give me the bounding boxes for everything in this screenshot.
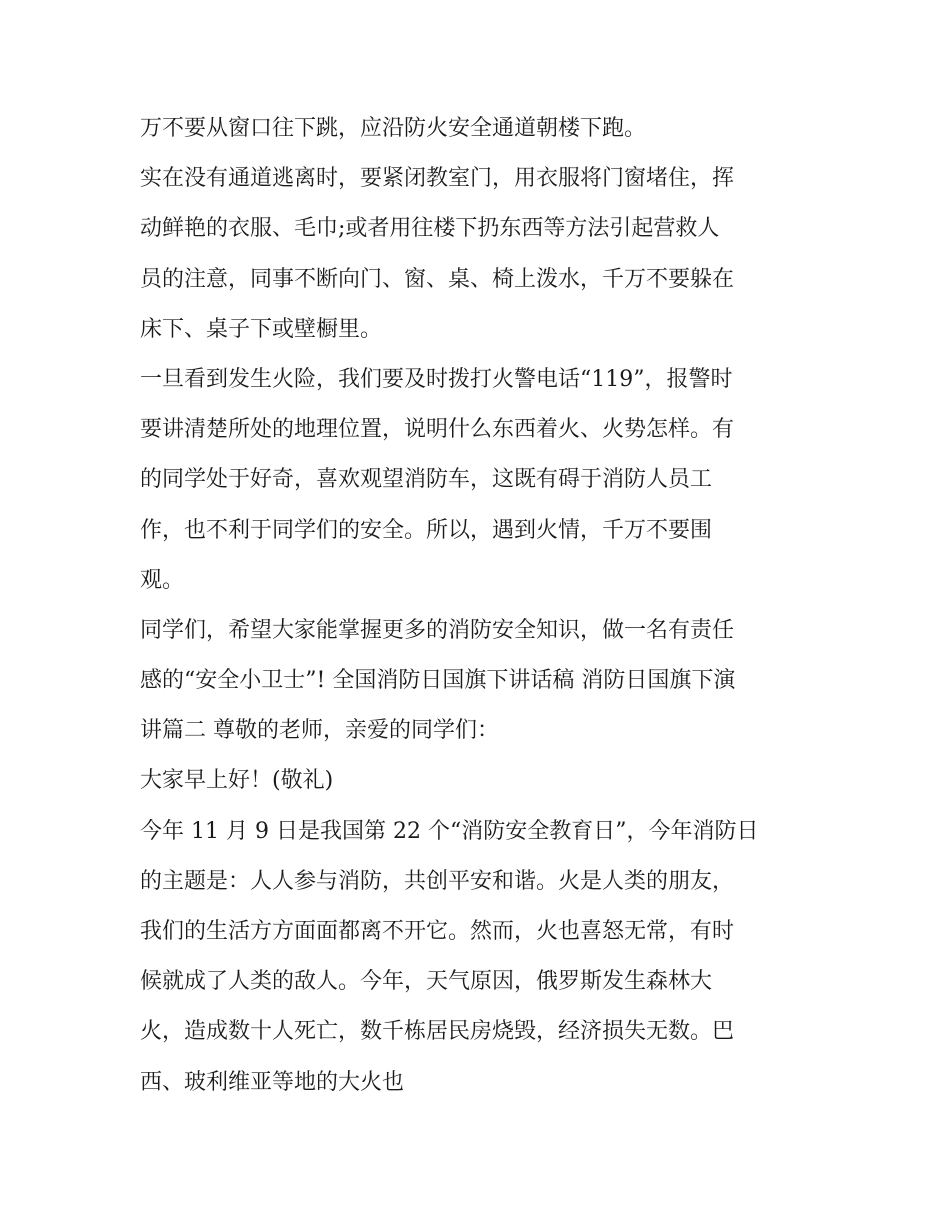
- text-line: 万不要从窗口往下跳，应沿防火安全通道朝楼下跑。: [140, 116, 647, 141]
- text-line: 的主题是：人人参与消防，共创平安和谐。火是人类的朋友，: [140, 868, 735, 894]
- text-line: 感的“安全小卫士”! 全国消防日国旗下讲话稿 消防日国旗下演: [140, 668, 736, 694]
- text-line: 作，也不利于同学们的安全。所以，遇到火情，千万不要围: [140, 517, 713, 543]
- document-body: [140, 104, 820, 1108]
- text-line: 动鲜艳的衣服、毛巾;或者用往楼下扔东西等方法引起营救人: [140, 216, 720, 242]
- text-line: 同学们，希望大家能掌握更多的消防安全知识，做一名有责任: [140, 617, 735, 643]
- text-line: 实在没有通道逃离时，要紧闭教室门，用衣服将门窗堵住，挥: [140, 166, 735, 192]
- text-line: 西、玻利维亚等地的大火也: [140, 1069, 405, 1095]
- text-line: 大家早上好！(敬礼): [140, 768, 334, 794]
- text-line: 观。: [140, 567, 185, 593]
- text-line: 我们的生活方方面面都离不开它。然而，火也喜怒无常，有时: [140, 919, 735, 944]
- text-line: 今年 11 月 9 日是我国第 22 个“消防安全教育日”，今年消防日: [140, 818, 759, 844]
- text-line: 床下、桌子下或壁橱里。: [140, 316, 383, 342]
- text-line: 一旦看到发生火险，我们要及时拨打火警电话“119”，报警时: [140, 366, 733, 392]
- text-line: 的同学处于好奇，喜欢观望消防车，这既有碍于消防人员工: [140, 467, 713, 493]
- text-line: 讲篇二 尊敬的老师，亲爱的同学们：: [140, 718, 499, 744]
- text-line: 要讲清楚所处的地理位置，说明什么东西着火、火势怎样。有: [140, 417, 735, 443]
- text-line: 员的注意，同事不断向门、窗、桌、椅上泼水，千万不要躲在: [140, 266, 735, 292]
- text-line: 火，造成数十人死亡，数千栋居民房烧毁，经济损失无数。巴: [140, 1019, 735, 1045]
- text-line: 候就成了人类的敌人。今年，天气原因，俄罗斯发生森林大: [140, 969, 713, 995]
